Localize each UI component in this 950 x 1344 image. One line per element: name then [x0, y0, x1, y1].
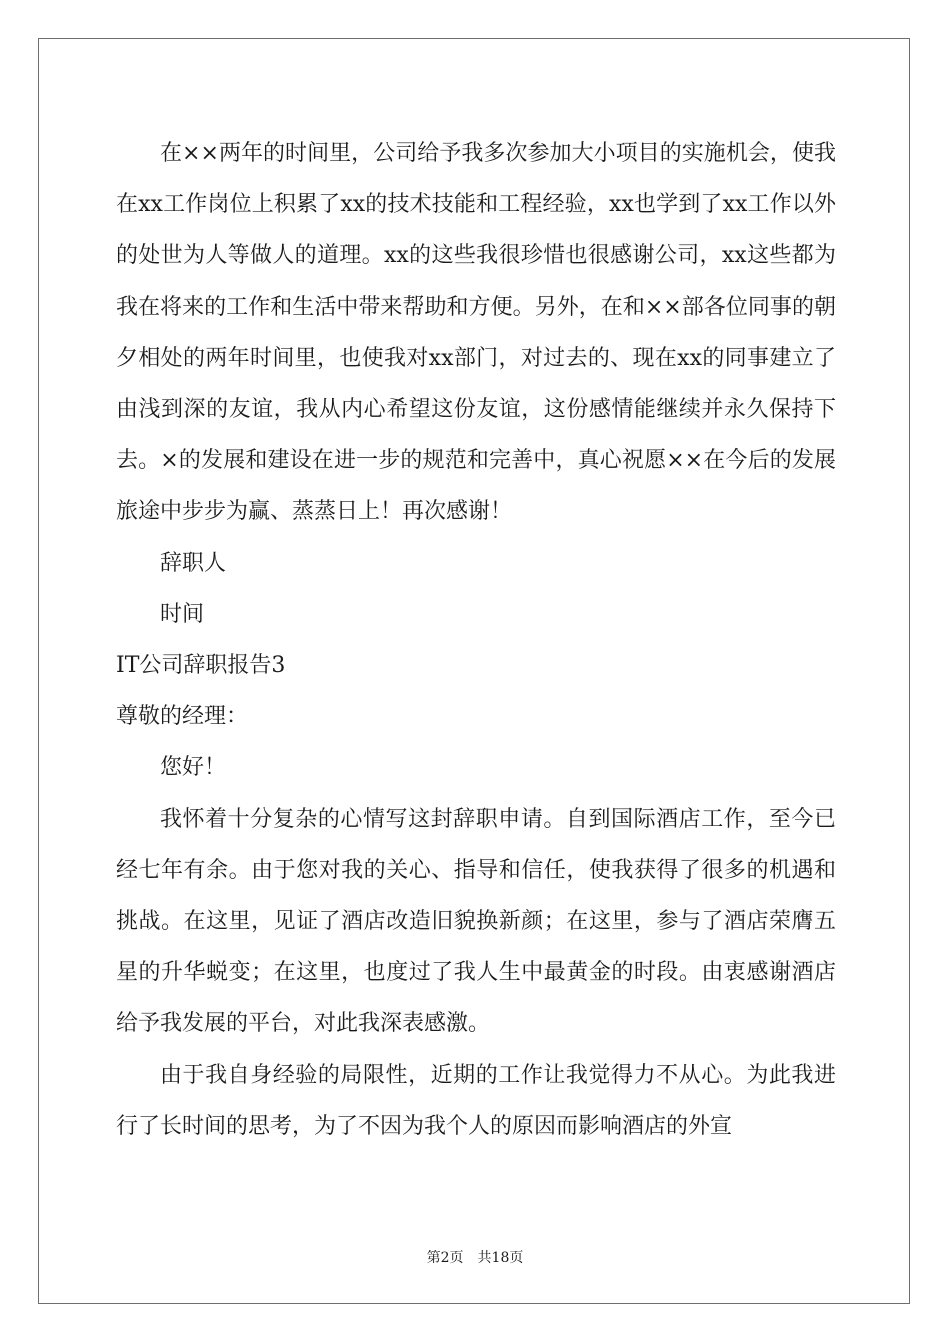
date-label: 时间: [160, 601, 205, 627]
paragraph-reason: 由于我自身经验的局限性，近期的工作让我觉得力不从心。为此我进行了长时间的思考，为了不因为我个人的原因而影响酒店的外宣: [116, 1062, 836, 1139]
salutation: 尊敬的经理：: [116, 704, 249, 730]
paragraph-thanks: 在××两年的时间里，公司给予我多次参加大小项目的实施机会，使我在xx工作岗位上积累了xx的技术技能和工程经验，xx也学到了xx工作以外的处世为人等做人的道理。xx的这些我很珍惜也很感谢公司，xx这些都为我在将来的工作和生活中带来帮助和方便。另外，在和××部各位同事的朝夕相处的两年时间里，也使我对xx部门，对过去的、现在xx的同事建立了由浅到深的友谊，我从内心希望这份友谊，这份感情能继续并永久保持下去。×的发展和建设在进一步的规范和完善中，真心祝愿××在今后的发展旅途中步步为赢、蒸蒸日上！再次感谢！: [116, 141, 836, 525]
greeting: 您好！: [160, 755, 227, 781]
section-title: IT公司辞职报告3: [116, 653, 286, 679]
paragraph-feelings: 我怀着十分复杂的心情写这封辞职申请。自到国际酒店工作，至今已经七年有余。由于您对我的关心、指导和信任，使我获得了很多的机遇和挑战。在这里，见证了酒店改造旧貌换新颜；在这里，参与了酒店荣膺五星的升华蜕变；在这里，也度过了我人生中最黄金的时段。由衷感谢酒店给予我发展的平台，对此我深表感激。: [116, 806, 836, 1037]
signature-label: 辞职人: [160, 550, 227, 576]
document-body: [116, 128, 836, 1152]
page-indicator: 第2页 共18页: [426, 1250, 524, 1266]
